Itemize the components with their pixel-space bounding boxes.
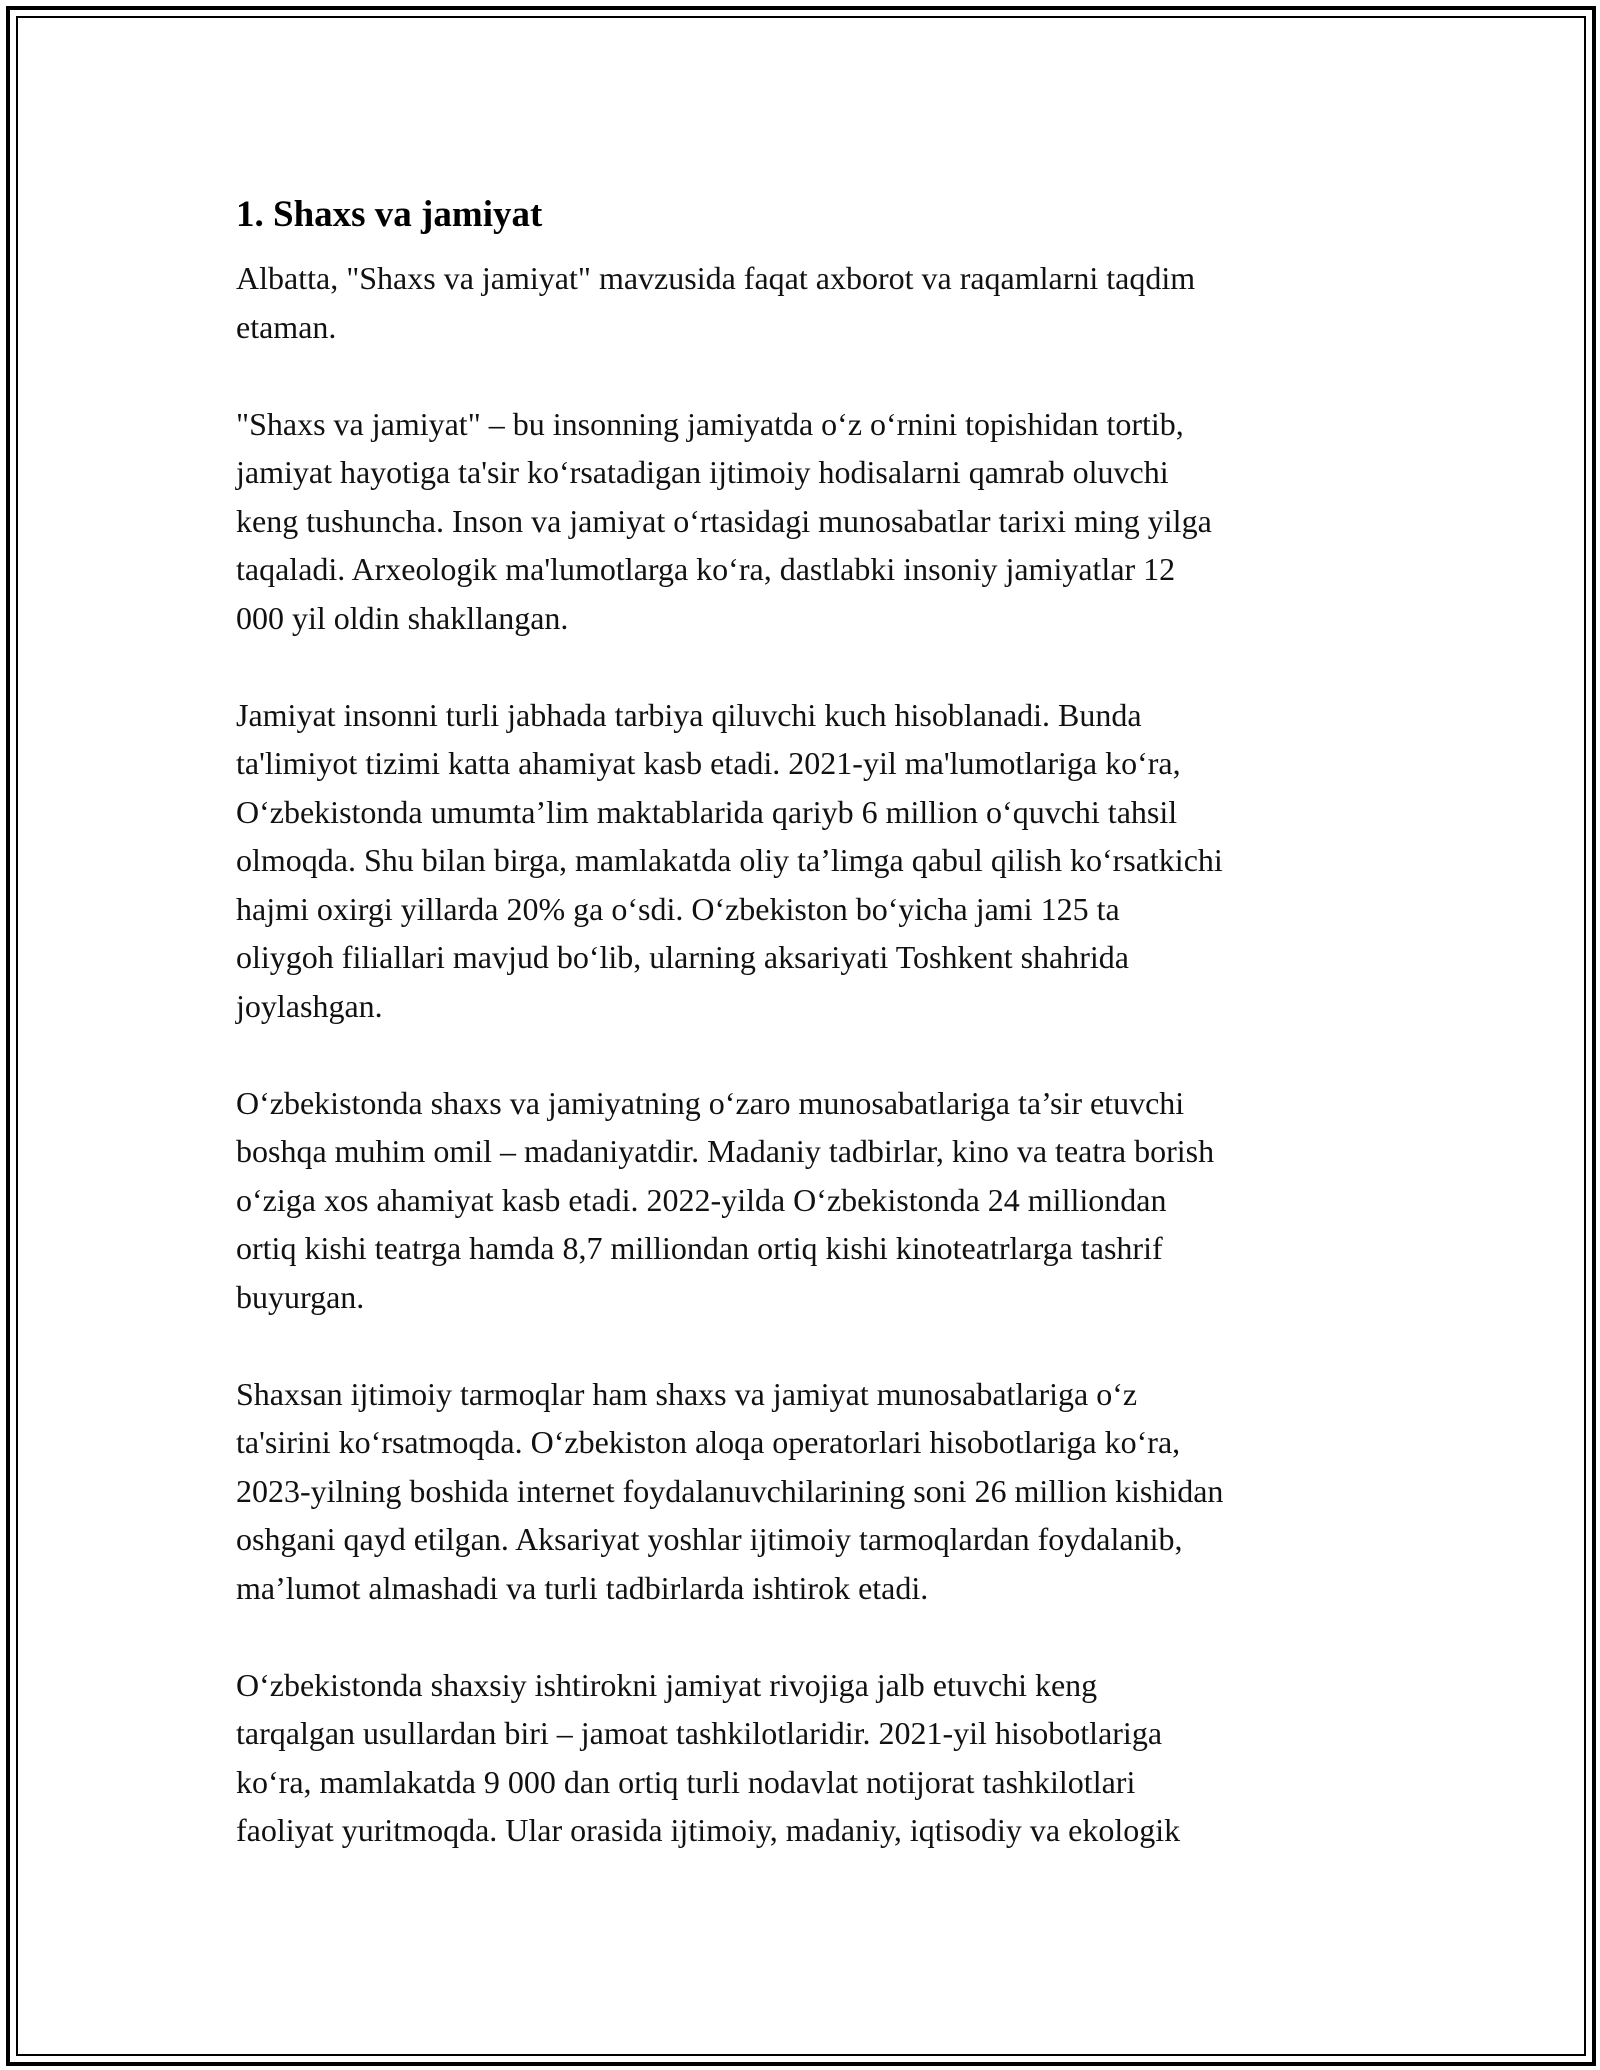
text-line: oshgani qayd etilgan. Aksariyat yoshlar ijtimoiy tarmoqlardan foydalanib, <box>236 1521 1183 1557</box>
paragraph-intro <box>236 254 1376 351</box>
paragraph-culture <box>236 1079 1376 1322</box>
text-line: buyurgan. <box>236 1278 365 1315</box>
text-line: hajmi oxirgi yillarda 20% ga oʻsdi. Oʻzbekiston boʻyicha jami 125 ta <box>236 890 1120 927</box>
paragraph-social-networks <box>236 1370 1376 1613</box>
paragraph-definition <box>236 400 1376 643</box>
text-line: 2023-yilning boshida internet foydalanuvchilarining soni 26 million kishidan <box>236 1472 1224 1509</box>
text-line: Oʻzbekistonda shaxsiy ishtirokni jamiyat rivojiga jalb etuvchi keng <box>236 1666 1098 1703</box>
text-line: tarqalgan usullardan biri – jamoat tashkilotlaridir. 2021-yil hisobotlariga <box>236 1715 1163 1751</box>
text-line: Albatta, "Shaxs va jamiyat" mavzusida faqat axborot va raqamlarni taqdim <box>236 260 1196 296</box>
text-line: ortiq kishi teatrga hamda 8,7 milliondan ortiq kishi kinoteatrlarga tashrif <box>236 1230 1163 1266</box>
text-line: jamiyat hayotiga ta'sir koʻrsatadigan ijtimoiy hodisalarni qamrab oluvchi <box>236 454 1169 490</box>
text-line: Oʻzbekistonda shaxs va jamiyatning oʻzaro munosabatlariga ta’sir etuvchi <box>236 1084 1185 1121</box>
text-line: koʻra, mamlakatda 9 000 dan ortiq turli nodavlat notijorat tashkilotlari <box>236 1763 1136 1800</box>
text-line: boshqa muhim omil – madaniyatdir. Madaniy tadbirlar, kino va teatra borish <box>236 1133 1215 1169</box>
text-line: Oʻzbekistonda umumta’lim maktablarida qariyb 6 million oʻquvchi tahsil <box>236 793 1178 830</box>
text-line: keng tushuncha. Inson va jamiyat oʻrtasidagi munosabatlar tarixi ming yilga <box>236 502 1212 539</box>
text-line: ta'limiyot tizimi katta ahamiyat kasb etadi. 2021-yil ma'lumotlariga koʻra, <box>236 745 1181 781</box>
text-line: faoliyat yuritmoqda. Ular orasida ijtimoiy, madaniy, iqtisodiy va ekologik <box>236 1812 1181 1848</box>
text-line: oliygoh filiallari mavjud boʻlib, ularning aksariyati Toshkent shahrida <box>236 939 1129 975</box>
paragraph-education <box>236 691 1376 1031</box>
text-line: joylashgan. <box>236 987 383 1024</box>
text-line: olmoqda. Shu bilan birga, mamlakatda oliy ta’limga qabul qilish koʻrsatkichi <box>236 842 1223 878</box>
text-line: Shaxsan ijtimoiy tarmoqlar ham shaxs va jamiyat munosabatlariga oʻz <box>236 1375 1138 1412</box>
text-line: ta'sirini koʻrsatmoqda. Oʻzbekiston aloqa operatorlari hisobotlariga koʻra, <box>236 1424 1181 1460</box>
document-title: 1. Shaxs va jamiyat <box>236 194 543 235</box>
text-line: oʻziga xos ahamiyat kasb etadi. 2022-yilda Oʻzbekistonda 24 milliondan <box>236 1181 1167 1218</box>
text-line: taqaladi. Arxeologik ma'lumotlarga koʻra, dastlabki insoniy jamiyatlar 12 <box>236 551 1176 587</box>
document-body <box>236 188 1376 1903</box>
paragraph-public-organizations <box>236 1661 1376 1855</box>
text-line: etaman. <box>236 308 337 345</box>
text-line: ma’lumot almashadi va turli tadbirlarda ishtirok etadi. <box>236 1569 929 1606</box>
text-line: Jamiyat insonni turli jabhada tarbiya qiluvchi kuch hisoblanadi. Bunda <box>236 696 1142 733</box>
text-line: "Shaxs va jamiyat" – bu insonning jamiyatda oʻz oʻrnini topishidan tortib, <box>236 405 1184 442</box>
text-line: 000 yil oldin shakllangan. <box>236 599 569 636</box>
